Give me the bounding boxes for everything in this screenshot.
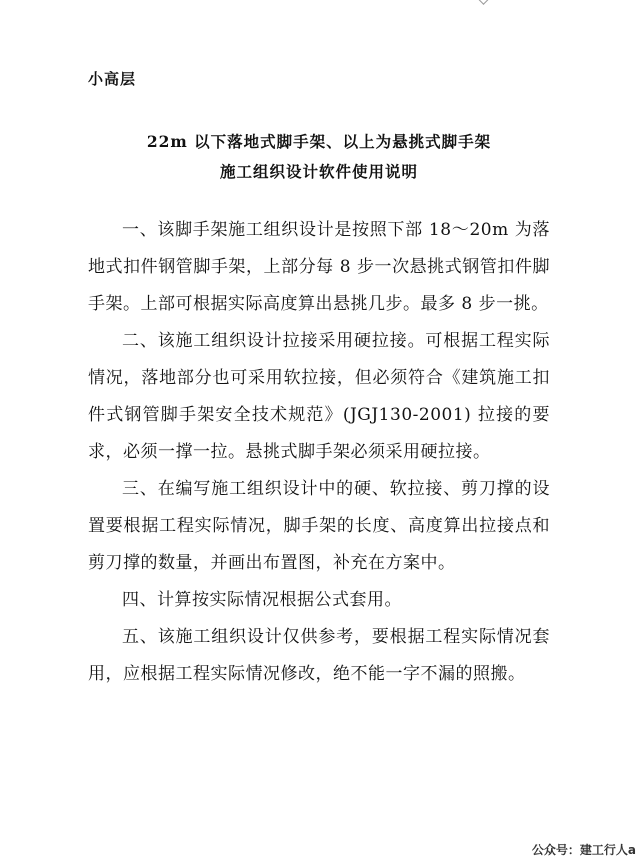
document-title-line-1: 22m 以下落地式脚手架、以上为悬挑式脚手架 [146,132,492,151]
watermark-text: 公众号：建工行人a [531,843,636,857]
document-label: 小高层 [88,70,137,88]
paragraph-4: 四、计算按实际情况根据公式套用。 [122,590,402,610]
document-body [88,212,550,693]
paragraph-2: 二、该施工组织设计拉接采用硬拉接。可根据工程实际情况，落地部分也可采用软拉接，但必须符合《建筑施工扣件式钢管脚手架安全技术规范》(JGJ130-2001) 拉接的要求，必须一撑一拉。悬挑式脚手架必须采用硬拉接。 [88,331,550,462]
document-title-line-2: 施工组织设计软件使用说明 [219,162,418,181]
paragraph-3: 三、在编写施工组织设计中的硬、软拉接、剪刀撑的设置要根据工程实际情况，脚手架的长度、高度算出拉接点和剪刀撑的数量，并画出布置图，补充在方案中。 [88,479,550,573]
chevron-down-icon [477,0,490,5]
paragraph-1: 一、该脚手架施工组织设计是按照下部 18～20m 为落地式扣件钢管脚手架，上部分每 8 步一次悬挑式钢管扣件脚手架。上部可根据实际高度算出悬挑几步。最多 8 步一挑。 [88,220,550,314]
paragraph-5: 五、该施工组织设计仅供参考，要根据工程实际情况套用，应根据工程实际情况修改，绝不能一字不漏的照搬。 [88,627,550,684]
